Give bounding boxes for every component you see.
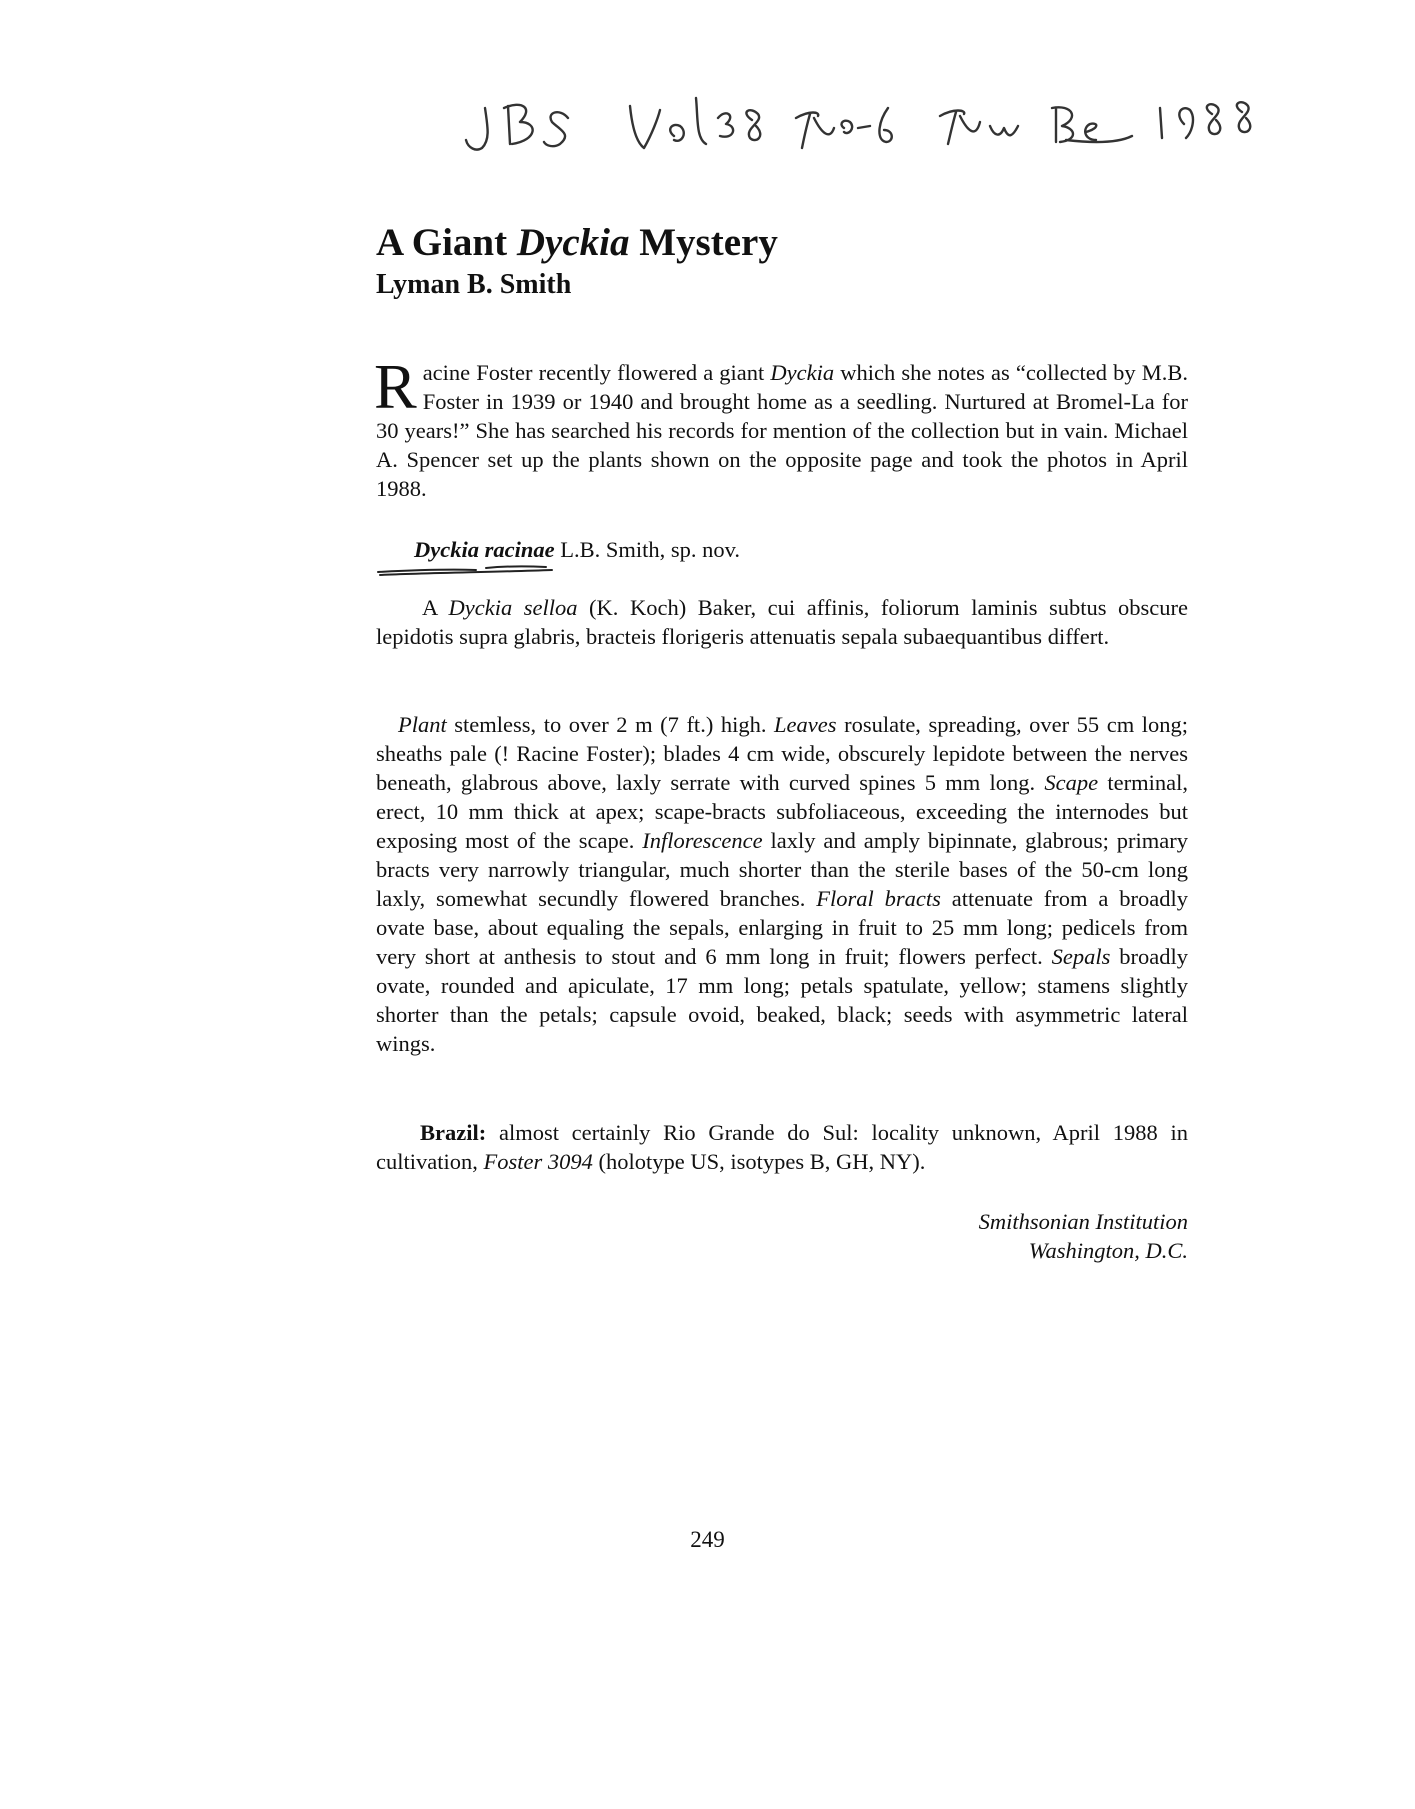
affiliation-line-2: Washington, D.C. (1028, 1238, 1188, 1263)
article-title: A Giant Dyckia Mystery (376, 221, 778, 264)
intro-paragraph: Racine Foster recently flowered a giant Dyckia which she notes as “collected by M.B. Foster in 1939 or 1940 and brought home as a seedling. Nurtured at Bromel-La for 30 years!” She has searched his records for mention of the collection but in vain. Michael A. Spencer set up the plants shown on the opposite page and took the photos in April 1988. (374, 351, 1188, 501)
species-authority: L.B. Smith, sp. nov. (554, 537, 741, 562)
species-heading (414, 537, 740, 563)
author-affiliation (979, 1207, 1188, 1265)
specimen-citation: Brazil: almost certainly Rio Grande do Sul: locality unknown, April 1988 in cultivation, Foster 3094 (holotype US, isotypes B, GH, NY). (376, 1120, 1188, 1174)
species-description: Plant stemless, to over 2 m (7 ft.) high. Leaves rosulate, spreading, over 55 cm long; sheaths pale (! Racine Foster); blades 4 cm wide, obscurely lepidote between the nerves beneath, glabrous above, laxly serrate with curved spines 5 mm long. Scape terminal, erect, 10 mm thick at apex; scape-bracts subfoliaceous, exceeding the internodes but exposing most of the scape. Inflorescence laxly and amply bipinnate, glabrous; primary bracts very narrowly triangular, much shorter than the sterile bases of the 50-cm long laxly, somewhat secundly flowered branches. Floral bracts attenuate from a broadly ovate base, about equaling the sepals, enlarging in fruit to 25 mm long; pedicels from very short at anthesis to stout and 6 mm long in fruit; flowers perfect. Sepals broadly ovate, rounded and apiculate, 17 mm long; petals spatulate, yellow; stamens slightly shorter than the petals; capsule ovoid, beaked, black; seeds with asymmetric lateral wings. (376, 712, 1189, 1056)
species-name: Dyckia racinae (414, 537, 555, 562)
drop-cap: R (374, 351, 417, 422)
title-genus: Dyckia (516, 221, 630, 264)
affiliation-line-1: Smithsonian Institution (978, 1209, 1188, 1234)
latin-diagnosis: A Dyckia selloa (K. Koch) Baker, cui affinis, foliorum laminis subtus obscure lepidotis supra glabris, bracteis florigeris attenuatis sepala subaequantibus differt. (376, 595, 1188, 649)
handwritten-underline (376, 562, 566, 578)
title-block (376, 222, 778, 301)
page-number: 249 (690, 1527, 725, 1552)
handwritten-annotation (460, 78, 1280, 168)
article-author: Lyman B. Smith (376, 268, 572, 300)
